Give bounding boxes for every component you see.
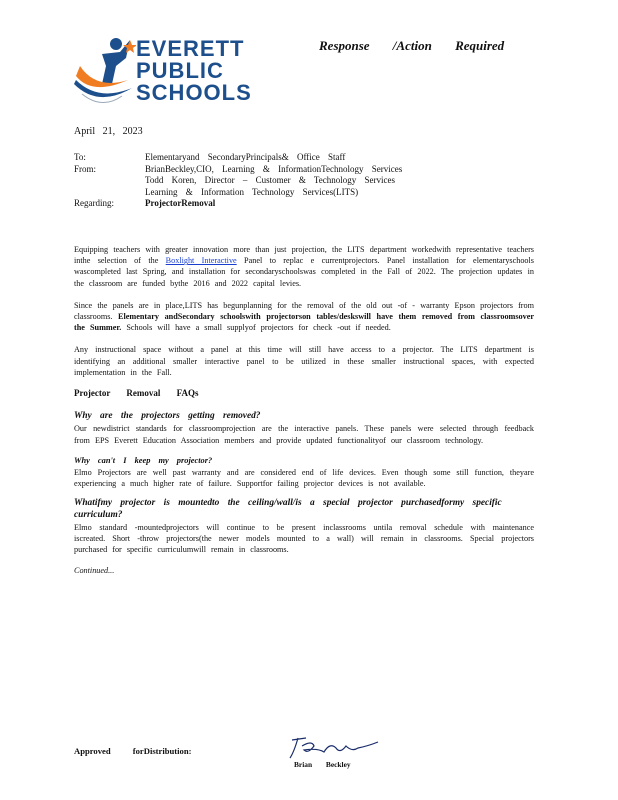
intro-text-continued: Panel to replac e currentprojectors. Panel installation for elementaryschools wascompleted last Spring, and installation for secondaryschoolswas completed in the Fall of 2022. The projection updates in the classroom are funded bythe 2016 and 2022 capital levies. — [74, 256, 534, 288]
memo-from-row-2 — [74, 175, 544, 187]
logo-line-schools: SCHOOLS — [136, 80, 252, 105]
removal-plan-checkout: Schools will have a small supplyof projectors for check -out if needed. — [126, 323, 391, 333]
from-value-2: Todd Koren, Director – Customer & Technology Services — [145, 175, 396, 185]
paragraph-intro — [74, 244, 534, 289]
removal-plan-emphasis: Elementary andSecondary schoolswith projectorson tables/deskswill have them removed from classroomsover the Summer. — [74, 312, 535, 333]
memo-to-row — [74, 152, 544, 164]
memo-regarding-row — [74, 198, 544, 210]
response-action-required: Response /Action Required — [319, 38, 505, 53]
faq-answer-1: Our newdistrict standards for classroomprojection are the interactive panels. These panels were selected through feedback from EPS Everett Education Association members and provide updated functionalityof our classroom technology. — [74, 424, 534, 445]
boxlight-interactive-link[interactable]: Boxlight Interactive — [165, 256, 237, 266]
regarding-value: ProjectorRemoval — [145, 198, 216, 208]
from-value-3: Learning & Information Technology Services(LITS) — [145, 186, 359, 197]
from-label: From: — [74, 163, 97, 174]
to-value: Elementaryand SecondaryPrincipals& Office Staff — [145, 152, 346, 162]
memo-body — [74, 244, 534, 577]
faq-answer-3: Elmo standard -mountedprojectors will continue to be present inclassrooms untila removal schedule with maintenance iscreated. Short -throw projectors(the newer models mounted to a wall) will remain in classrooms. Special projectors purchased for specific curriculumwill remain in classrooms. — [74, 522, 534, 555]
everett-public-schools-logo — [72, 36, 252, 110]
memo-header — [74, 152, 544, 210]
faq-question-3: Whatifmy projector is mountedto the ceiling/wall/is a special projector purchasedformy specific curriculum? — [74, 498, 502, 520]
regarding-label: Regarding: — [74, 198, 114, 208]
signature-icon — [284, 732, 384, 762]
logo-figure-icon — [72, 36, 136, 110]
continued-note: Continued... — [74, 566, 115, 576]
paragraph-instructional-space: Any instructional space without a panel at this time will still have access to a projector. The LITS department is identifying an additional smaller interactive panel to be utilized in these smaller instructional spaces, with expected implementation in the Fall. — [74, 345, 534, 377]
signer-name: Brian Beckley — [294, 760, 351, 769]
memo-from-row-3 — [74, 187, 544, 199]
to-label: To: — [74, 152, 86, 162]
memo-date: April 21, 2023 — [74, 126, 143, 137]
approved-for-distribution: Approved forDistribution: — [74, 746, 192, 756]
faq-heading: Projector Removal FAQs — [74, 388, 199, 399]
faq-question-1: Why are the projectors getting removed? — [74, 411, 261, 422]
intro-text: Equipping teachers with greater innovation more than just projection, the LITS department workedwith representative teachers inthe selection of the — [74, 245, 534, 266]
from-value-1: BrianBeckley,CIO, Learning & InformationTechnology Services — [145, 163, 403, 174]
removal-plan-text: Since the panels are in place,LITS has begunplanning for the removal of the old out -of - warranty Epson projectors from classrooms. — [74, 300, 534, 322]
faq-question-2: Why can't I keep my projector? — [74, 455, 213, 465]
logo-line-everett: EVERETT — [136, 36, 245, 61]
faq-answer-2: Elmo Projectors are well past warranty and are considered end of life devices. Even though some still function, theyare experiencing a much higher rate of failure. Supportfor failing projector devices is not available. — [74, 468, 534, 489]
memo-from-row — [74, 164, 544, 176]
paragraph-removal-plan — [74, 300, 534, 334]
logo-line-public: PUBLIC — [136, 58, 224, 83]
logo-wordmark — [136, 38, 252, 104]
